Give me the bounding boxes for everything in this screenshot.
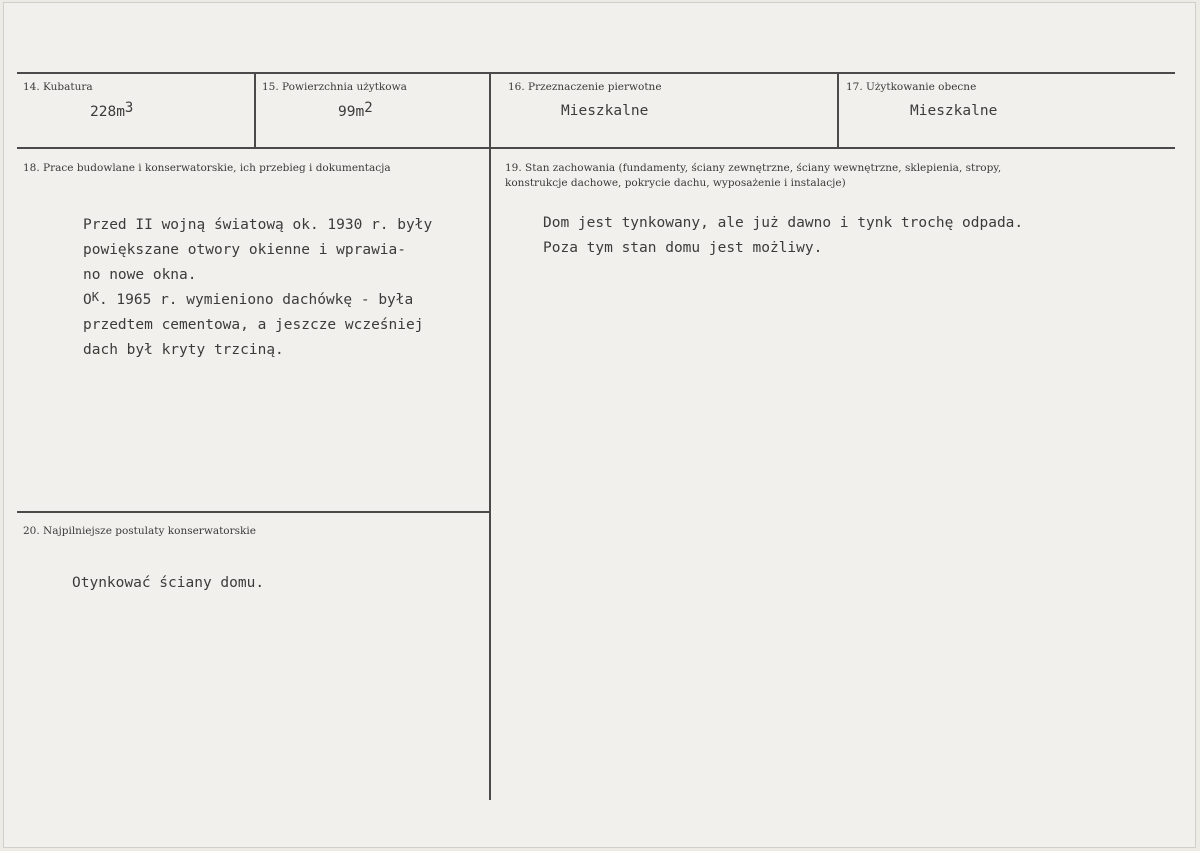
field-18-line: przedtem cementowa, a jeszcze wcześniej: [83, 317, 424, 333]
section-20-top-line: [17, 511, 489, 513]
field-18-line4-prefix: O: [83, 292, 92, 308]
field-15-label: 15. Powierzchnia użytkowa: [262, 81, 407, 93]
field-16-label: 16. Przeznaczenie pierwotne: [508, 81, 662, 93]
field-18-label: 18. Prace budowlane i konserwatorskie, ich przebieg i dokumentacja: [23, 162, 391, 174]
field-15-value-text: 99m: [338, 104, 365, 120]
field-20-label: 20. Najpilniejsze postulaty konserwatorskie: [23, 525, 256, 537]
field-15-unit-exponent: 2: [364, 100, 373, 116]
field-17-value: Mieszkalne: [910, 103, 998, 119]
field-14-label: 14. Kubatura: [23, 81, 93, 93]
field-18-line: no nowe okna.: [83, 267, 197, 283]
field-19-line: Dom jest tynkowany, ale już dawno i tynk trochę odpada.: [543, 215, 1024, 231]
field-14-unit-exponent: 3: [124, 100, 134, 116]
field-19-label: 19. Stan zachowania (fundamenty, ściany zewnętrzne, ściany wewnętrzne, sklepienia, stropy,: [505, 162, 1002, 174]
divider-16-17: [837, 72, 839, 148]
field-18-line4-rest: . 1965 r. wymieniono dachówkę - była: [98, 292, 414, 308]
field-17-label: 17. Użytkowanie obecne: [846, 81, 977, 93]
field-19-label-continued: konstrukcje dachowe, pokrycie dachu, wyposażenie i instalacje): [505, 177, 846, 189]
field-15-value: [338, 100, 373, 120]
field-18-line: [83, 288, 432, 313]
inventory-card: [3, 2, 1196, 848]
row-top-line: [17, 72, 1175, 74]
field-19-text: [543, 211, 1023, 261]
field-16-value: Mieszkalne: [561, 103, 649, 119]
row-middle-line: [17, 147, 1175, 149]
field-19-line: Poza tym stan domu jest możliwy.: [543, 240, 823, 256]
divider-14-15: [254, 72, 256, 148]
field-18-text: [83, 213, 432, 363]
field-14-value: [90, 100, 134, 120]
field-18-line: Przed II wojną światową ok. 1930 r. były: [83, 217, 433, 233]
field-14-value-text: 228m: [90, 104, 125, 120]
field-18-line4-superscript: K: [91, 290, 99, 304]
field-20-value: Otynkować ściany domu.: [72, 575, 265, 591]
divider-15-16: [489, 72, 491, 800]
field-18-line: powiększane otwory okienne i wprawia-: [83, 242, 407, 258]
field-18-line: dach był kryty trzciną.: [83, 342, 284, 358]
